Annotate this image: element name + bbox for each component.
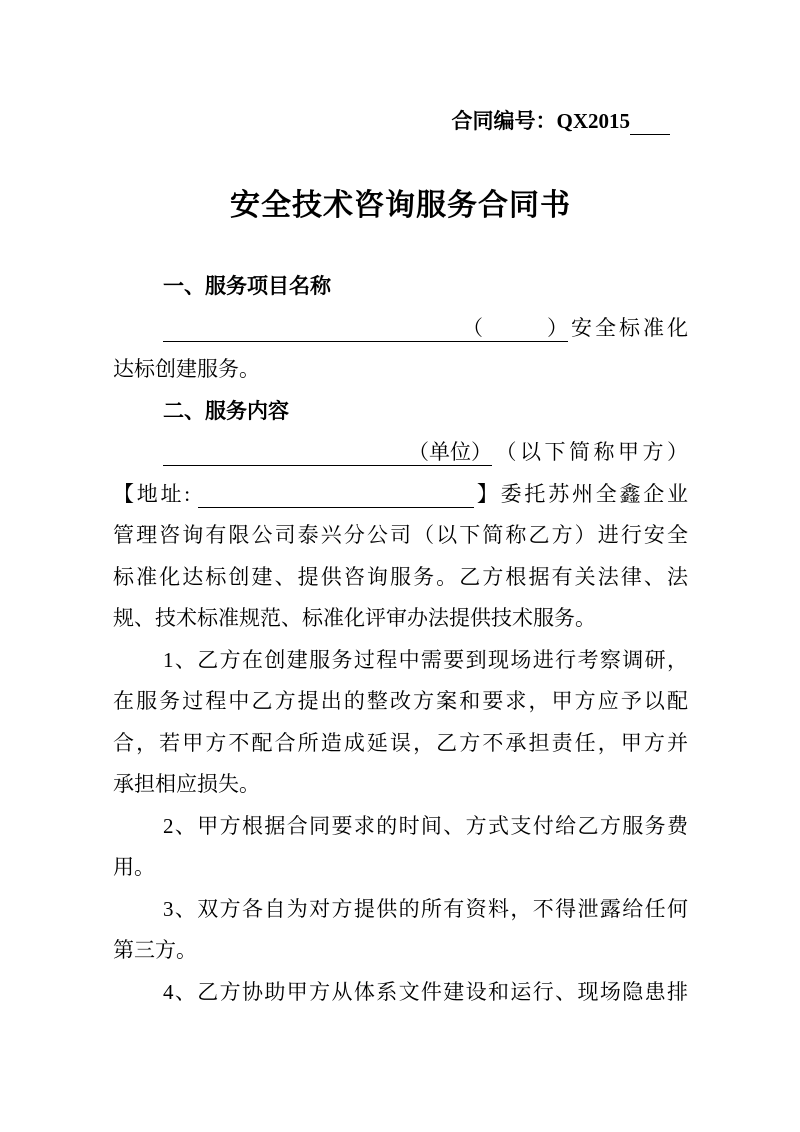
clause-2-line: 用。: [113, 855, 155, 879]
intro-text-line: 管理咨询有限公司泰兴分公司（以下简称乙方）进行安全: [113, 523, 688, 547]
clause-3-line: 第三方。: [113, 938, 197, 962]
contract-number-line: [113, 106, 670, 136]
qualification-paren-blank: [462, 316, 568, 342]
paren-close: ）: [547, 315, 568, 340]
service-name-blank: [163, 316, 462, 342]
clause-4-line: 4、乙方协助甲方从体系文件建设和运行、现场隐患排: [163, 979, 688, 1004]
section-2-heading: 二、服务内容: [163, 399, 289, 423]
address-blank: [198, 482, 474, 508]
section-1-heading: 一、服务项目名称: [163, 275, 331, 298]
document-title: 安全技术咨询服务合同书: [230, 189, 571, 222]
clause-1-line: 合，若甲方不配合所造成延误，乙方不承担责任，甲方并: [113, 730, 688, 755]
unit-label-underlined: （单位）: [408, 440, 492, 464]
contract-number-text: 合同编号：QX2015: [451, 109, 630, 133]
paren-open: （: [462, 315, 483, 340]
clause-2-line: 2、甲方根据合同要求的时间、方式支付给乙方服务费: [163, 813, 688, 838]
intro-text-line: 规、技术标准规范、标准化评审办法提供技术服务。: [113, 606, 596, 630]
party-line: [113, 432, 688, 474]
clause-1-line: 1、乙方在创建服务过程中需要到现场进行考察调研，: [163, 647, 688, 672]
service-name-blank-line: [113, 308, 688, 350]
party-a-label: （以下简称甲方）: [492, 440, 688, 464]
party-name-blank: [163, 440, 408, 466]
clause-1-line: 在服务过程中乙方提出的整改方案和要求，甲方应予以配: [113, 689, 688, 713]
service-name-tail: 安全标准化: [568, 315, 688, 340]
contract-number-blank: [630, 109, 670, 135]
address-prefix: 【地址:: [113, 481, 191, 506]
clause-3-line: 3、双方各自为对方提供的所有资料，不得泄露给任何: [163, 896, 688, 921]
clause-1-line: 承担相应损失。: [113, 772, 260, 796]
intro-text-line: 标准化达标创建、提供咨询服务。乙方根据有关法律、法: [113, 564, 688, 589]
address-bracket-close: 】: [474, 481, 501, 506]
address-line: [113, 474, 688, 516]
address-tail: 委托苏州全鑫企业: [500, 481, 689, 506]
service-name-cont-line: 达标创建服务。: [113, 357, 260, 381]
paren-inner-blank: [483, 334, 547, 335]
